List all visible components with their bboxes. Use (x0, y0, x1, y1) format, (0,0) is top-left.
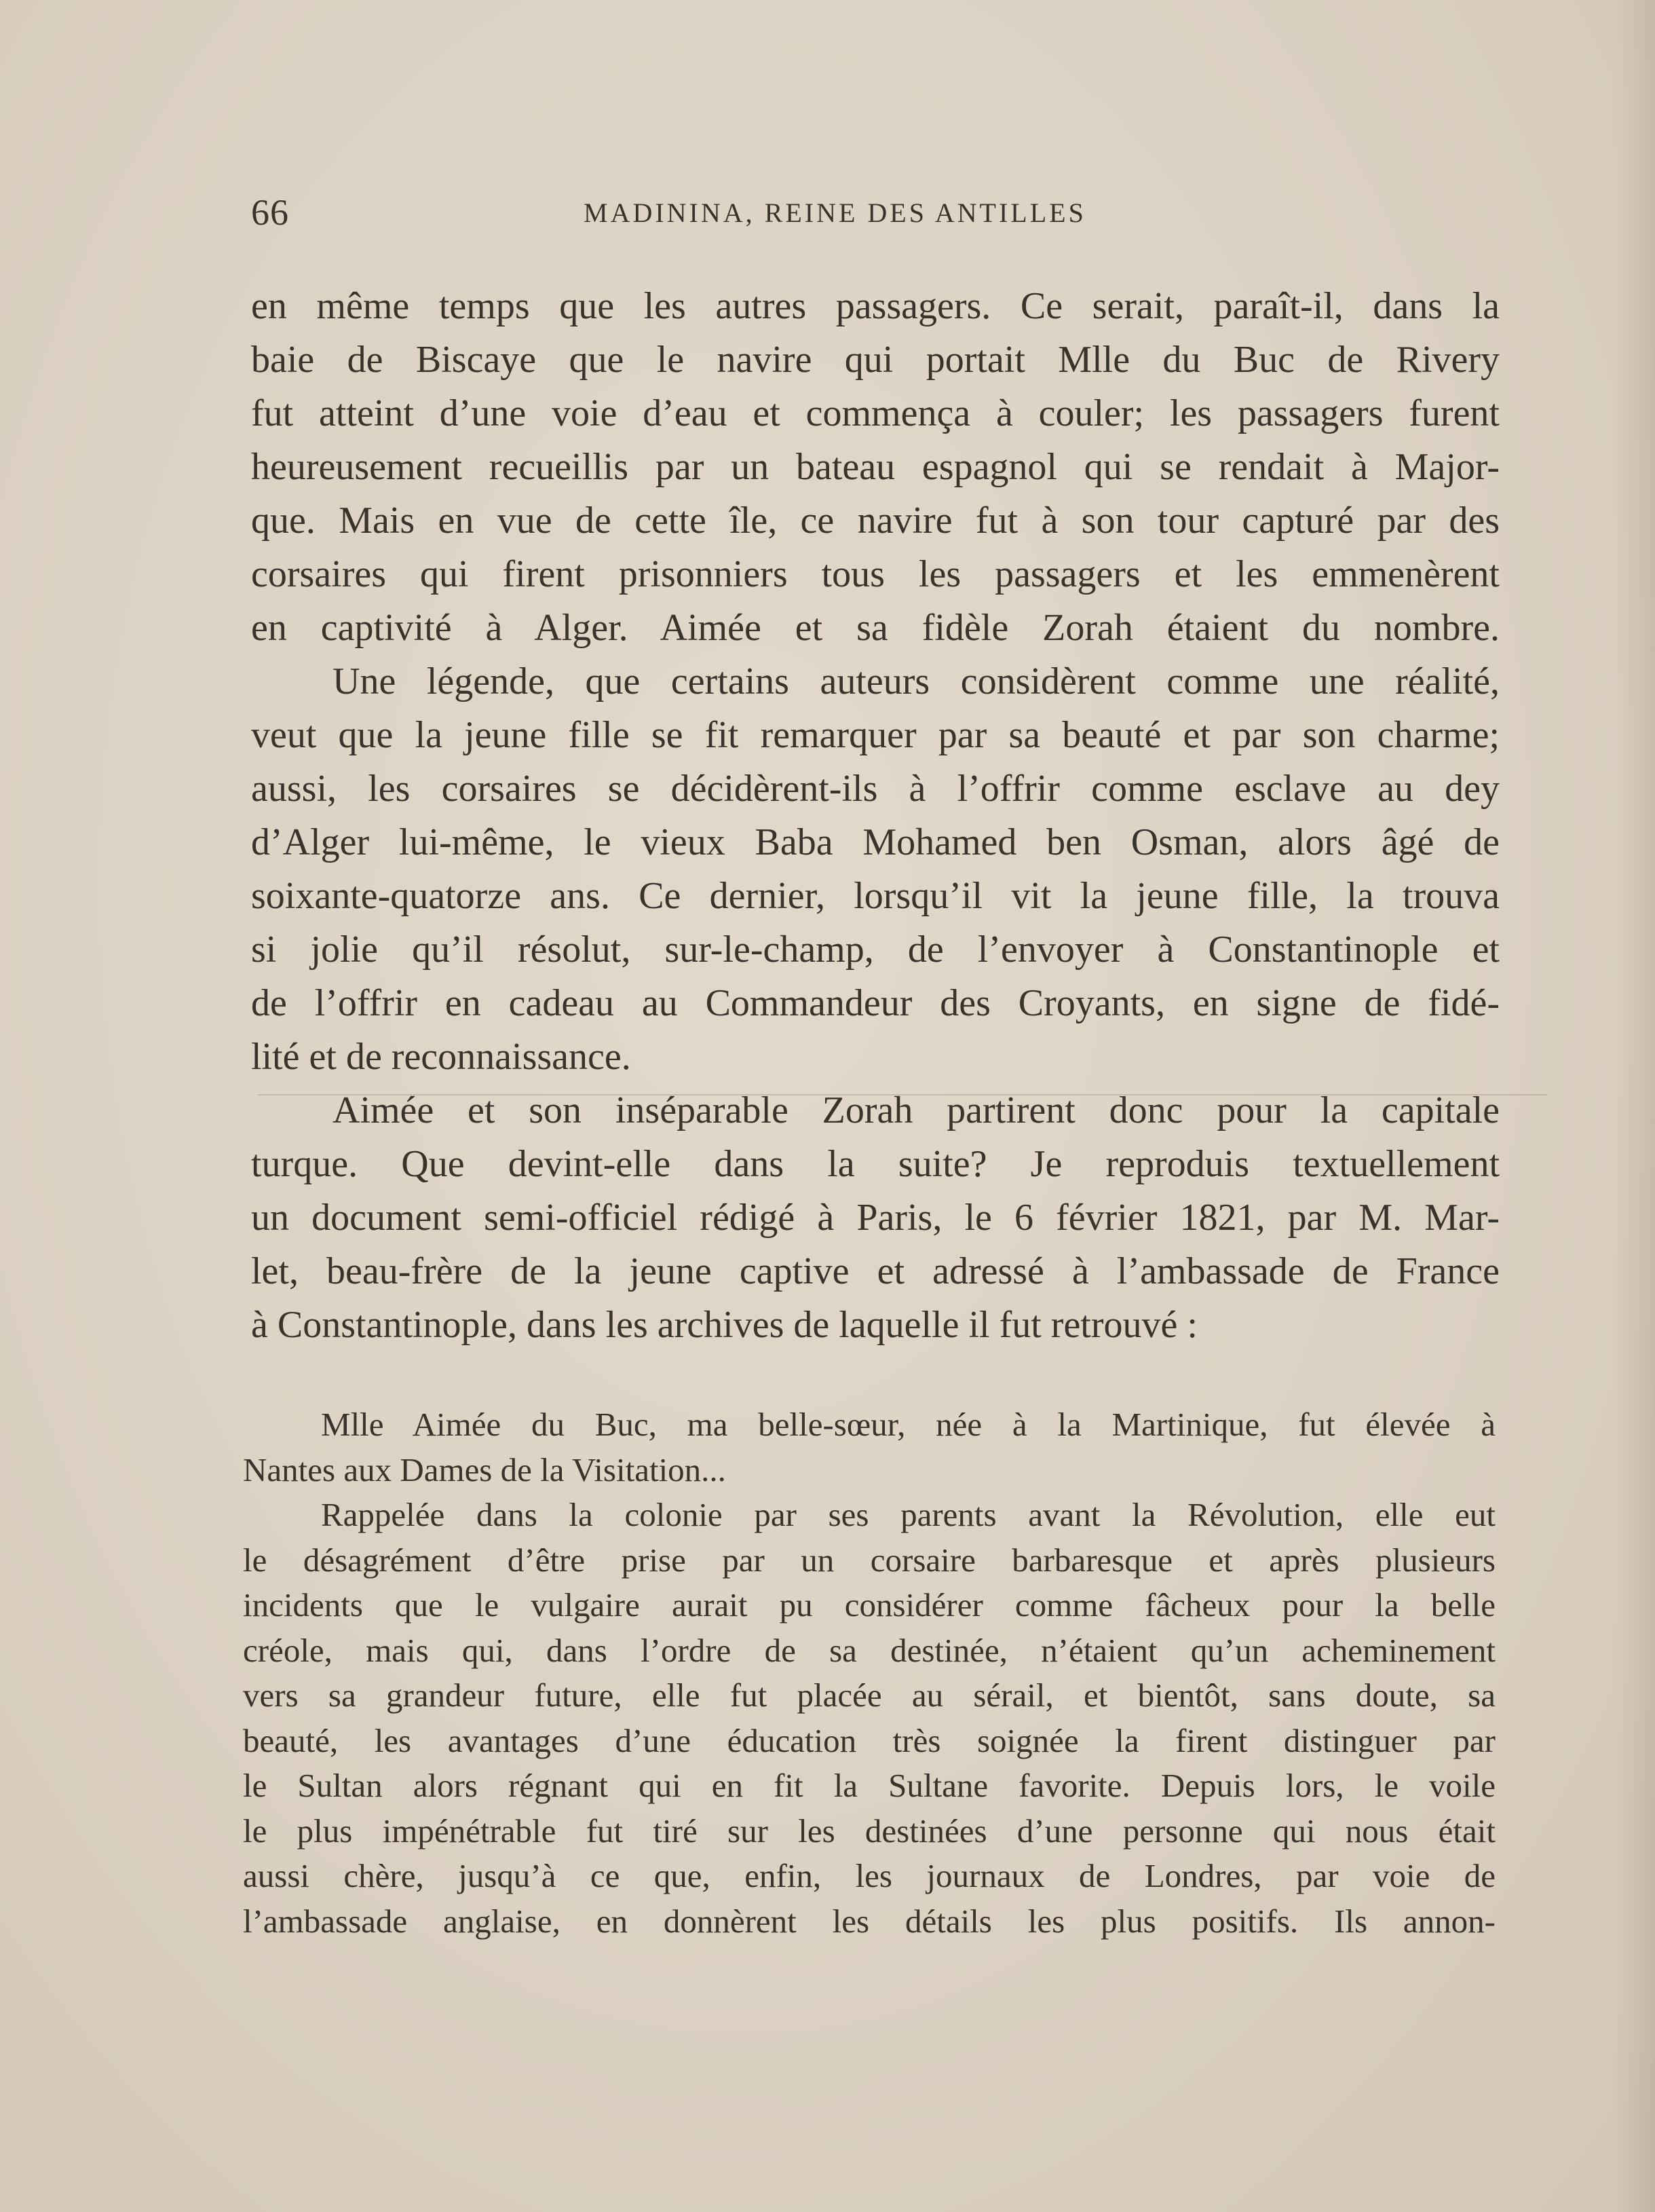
page-number: 66 (251, 192, 289, 233)
quote-line: Rappelée dans la colonie par ses parents avant la Révolution, elle eut (321, 1496, 1496, 1533)
text-line: si jolie qu’il résolut, sur-le-champ, de l’envoyer à Constantinople et (251, 929, 1500, 971)
quote-line: Mlle Aimée du Buc, ma belle-sœur, née à la Martinique, fut élevée à (321, 1406, 1496, 1443)
text-line: en captivité à Alger. Aimée et sa fidèle Zorah étaient du nombre. (251, 607, 1500, 649)
text-line: que. Mais en vue de cette île, ce navire fut à son tour capturé par des (251, 500, 1500, 542)
text-line: d’Alger lui-même, le vieux Baba Mohamed ben Osman, alors âgé de (251, 821, 1500, 863)
quote-line: le désagrément d’être prise par un corsaire barbaresque et après plusieurs (243, 1541, 1496, 1579)
quote-line: créole, mais qui, dans l’ordre de sa destinée, n’étaient qu’un acheminement (243, 1631, 1496, 1669)
page-edge-shadow (1614, 0, 1655, 2212)
text-line: de l’offrir en cadeau au Commandeur des Croyants, en signe de fidé- (251, 982, 1500, 1024)
text-line: turque. Que devint-elle dans la suite? Je reproduis textuellement (251, 1143, 1500, 1185)
text-line: heureusement recueillis par un bateau espagnol qui se rendait à Major- (251, 446, 1500, 488)
text-line: aussi, les corsaires se décidèrent-ils à l’offrir comme esclave au dey (251, 768, 1500, 810)
quote-line: le Sultan alors régnant qui en fit la Sultane favorite. Depuis lors, le voile (243, 1767, 1496, 1804)
text-line: à Constantinople, dans les archives de laquelle il fut retrouvé : (251, 1304, 1198, 1346)
text-line: fut atteint d’une voie d’eau et commença à couler; les passagers furent (251, 392, 1500, 434)
text-line: Aimée et son inséparable Zorah partirent donc pour la capitale (332, 1089, 1500, 1131)
text-line: let, beau-frère de la jeune captive et adressé à l’ambassade de France (251, 1250, 1500, 1292)
quote-line: l’ambassade anglaise, en donnèrent les détails les plus positifs. Ils annon- (243, 1902, 1496, 1940)
text-line: soixante-quatorze ans. Ce dernier, lorsqu’il vit la jeune fille, la trouva (251, 875, 1500, 917)
main-text (251, 280, 1500, 1352)
text-line: lité et de reconnaissance. (251, 1036, 631, 1078)
running-title: MADININA, REINE DES ANTILLES (584, 198, 1086, 228)
text-line: corsaires qui firent prisonniers tous les passagers et les emmenèrent (251, 553, 1500, 595)
quote-line: aussi chère, jusqu’à ce que, enfin, les journaux de Londres, par voie de (243, 1857, 1496, 1894)
quote-line: beauté, les avantages d’une éducation très soignée la firent distinguer par (243, 1721, 1496, 1759)
text-line: baie de Biscaye que le navire qui portait Mlle du Buc de Rivery (251, 339, 1500, 381)
quote-line: vers sa grandeur future, elle fut placée au sérail, et bientôt, sans doute, sa (243, 1676, 1496, 1714)
quote-line: Nantes aux Dames de la Visitation... (243, 1450, 726, 1488)
text-line: Une légende, que certains auteurs considèrent comme une réalité, (332, 660, 1500, 702)
quote-line: incidents que le vulgaire aurait pu considérer comme fâcheux pour la belle (243, 1586, 1496, 1624)
running-head (251, 189, 1493, 236)
quoted-document (243, 1402, 1496, 1944)
text-line: veut que la jeune fille se fit remarquer par sa beauté et par son charme; (251, 714, 1500, 756)
text-line: en même temps que les autres passagers. Ce serait, paraît-il, dans la (251, 285, 1500, 327)
quote-line: le plus impénétrable fut tiré sur les destinées d’une personne qui nous était (243, 1812, 1496, 1850)
text-line: un document semi-officiel rédigé à Paris, le 6 février 1821, par M. Mar- (251, 1197, 1500, 1239)
